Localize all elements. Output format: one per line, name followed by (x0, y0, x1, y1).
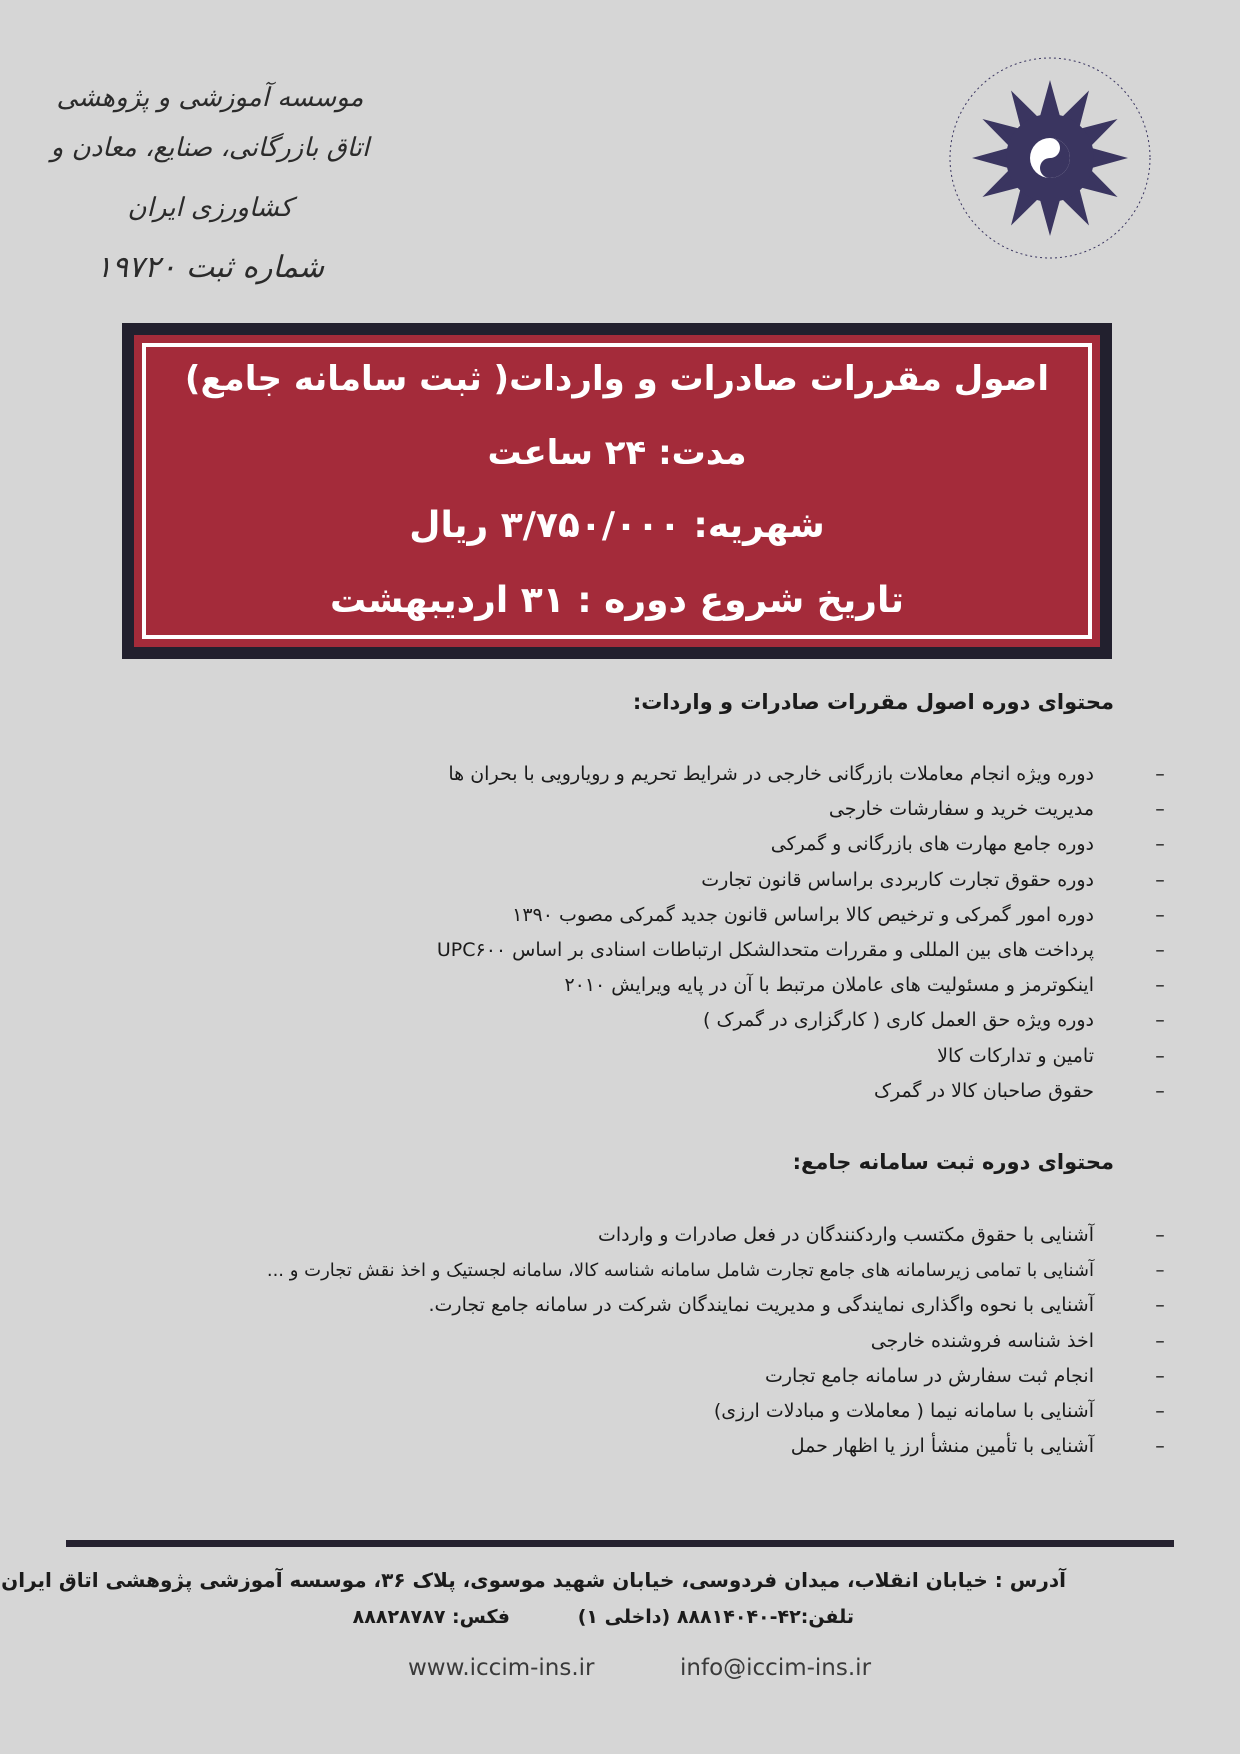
course-info-box (122, 323, 1112, 659)
institute-line-1: موسسه آموزشی و پژوهشی (56, 83, 364, 113)
bullet-dash: – (1155, 1399, 1165, 1422)
bullet-dash: – (1155, 1260, 1165, 1282)
bullet-dash: – (1155, 1294, 1165, 1317)
list-item: – دوره ویژه انجام معاملات بازرگانی خارجی در شرایط تحریم و رویارویی با بحران ها (437, 757, 1094, 792)
list-item: – آشنایی با سامانه نیما ( معاملات و مبادلات ارزی) (267, 1394, 1094, 1429)
section-1-list (436, 757, 1165, 1109)
section-2-title: محتوای دوره ثبت سامانه جامع: (792, 1150, 1114, 1174)
bullet-dash: – (1155, 1224, 1165, 1246)
bullet-dash: – (1155, 798, 1165, 821)
bullet-dash: – (1155, 974, 1165, 997)
list-item: – دوره حقوق تجارت کاربردی براساس قانون تجارت (437, 863, 1094, 898)
bullet-dash: – (1155, 763, 1165, 785)
bullet-dash: – (1155, 833, 1165, 856)
course-duration: مدت: ۲۴ ساعت (487, 433, 747, 473)
list-item: – انجام ثبت سفارش در سامانه جامع تجارت (267, 1359, 1094, 1394)
list-item: – دوره ویژه حق العمل کاری ( کارگزاری در گمرک ) (437, 1003, 1094, 1038)
course-fee: شهریه: ۳/۷۵۰/۰۰۰ ریال (409, 505, 825, 546)
logo-icon (930, 40, 1170, 280)
institute-line-2: اتاق بازرگانی، صنایع، معادن و کشاورزی ایران (50, 133, 370, 223)
list-item: – پرداخت های بین المللی و مقررات متحدالشکل ارتباطات اسنادی بر اساس UPC۶۰۰ (437, 933, 1094, 968)
bullet-dash: – (1155, 938, 1165, 961)
bullet-dash: – (1155, 1364, 1165, 1387)
bullet-dash: – (1155, 1329, 1165, 1352)
footer-fax: فکس: ۸۸۸۲۸۷۸۷ (352, 1606, 510, 1628)
list-item: – دوره امور گمرکی و ترخیص کالا براساس قانون جدید گمرکی مصوب ۱۳۹۰ (437, 898, 1094, 933)
course-title: اصول مقررات صادرات و واردات( ثبت سامانه جامع) (184, 359, 1050, 399)
list-item: – آشنایی با حقوق مکتسب واردکنندگان در فعل صادرات و واردات (267, 1218, 1094, 1253)
bullet-dash: – (1155, 1009, 1165, 1032)
footer-phone: تلفن:۴۲-۸۸۸۱۴۰۴۰ (داخلی ۱) (577, 1606, 854, 1628)
bullet-dash: – (1155, 868, 1165, 891)
list-item: – آشنایی با نحوه واگذاری نمایندگی و مدیریت نمایندگان شرکت در سامانه جامع تجارت. (267, 1288, 1094, 1323)
section-1-title: محتوای دوره اصول مقررات صادرات و واردات: (632, 690, 1114, 714)
footer-address: آدرس : خیابان انقلاب، میدان فردوسی، خیابان شهید موسوی، پلاک ۳۶، موسسه آموزشی پژوهشی اتاق ایران (1, 1568, 1066, 1592)
list-item: – حقوق صاحبان کالا در گمرک (437, 1074, 1094, 1109)
iccima-logo (930, 40, 1170, 280)
institute-name-block (40, 78, 380, 298)
bullet-dash: – (1155, 1435, 1165, 1458)
bullet-dash: – (1155, 1044, 1165, 1067)
list-item: – دوره جامع مهارت های بازرگانی و گمرکی (437, 827, 1094, 862)
footer-website-link[interactable]: www.iccim-ins.ir (408, 1655, 595, 1681)
course-start-date: تاریخ شروع دوره : ۳۱ اردیبهشت (329, 580, 905, 621)
list-item: – آشنایی با تأمین منشأ ارز یا اظهار حمل (267, 1429, 1094, 1464)
list-item: – اخذ شناسه فروشنده خارجی (267, 1324, 1094, 1359)
course-info-panel (134, 335, 1100, 647)
bullet-dash: – (1155, 903, 1165, 926)
bullet-dash: – (1155, 1079, 1165, 1102)
list-item: – مدیریت خرید و سفارشات خارجی (437, 792, 1094, 827)
list-item: – اینکوترمز و مسئولیت های عاملان مرتبط با آن در پایه ویرایش ۲۰۱۰ (437, 968, 1094, 1003)
registration-number: شماره ثبت ۱۹۷۲۰ (95, 250, 325, 285)
section-2-list (266, 1218, 1165, 1464)
footer-divider (66, 1540, 1174, 1547)
footer-email-link[interactable]: info@iccim-ins.ir (680, 1655, 872, 1681)
list-item: – آشنایی با تمامی زیرسامانه های جامع تجارت شامل سامانه شناسه کالا، سامانه لجستیک و اخذ نقش تجارت و ... (267, 1253, 1094, 1288)
list-item: – تامین و تدارکات کالا (437, 1039, 1094, 1074)
